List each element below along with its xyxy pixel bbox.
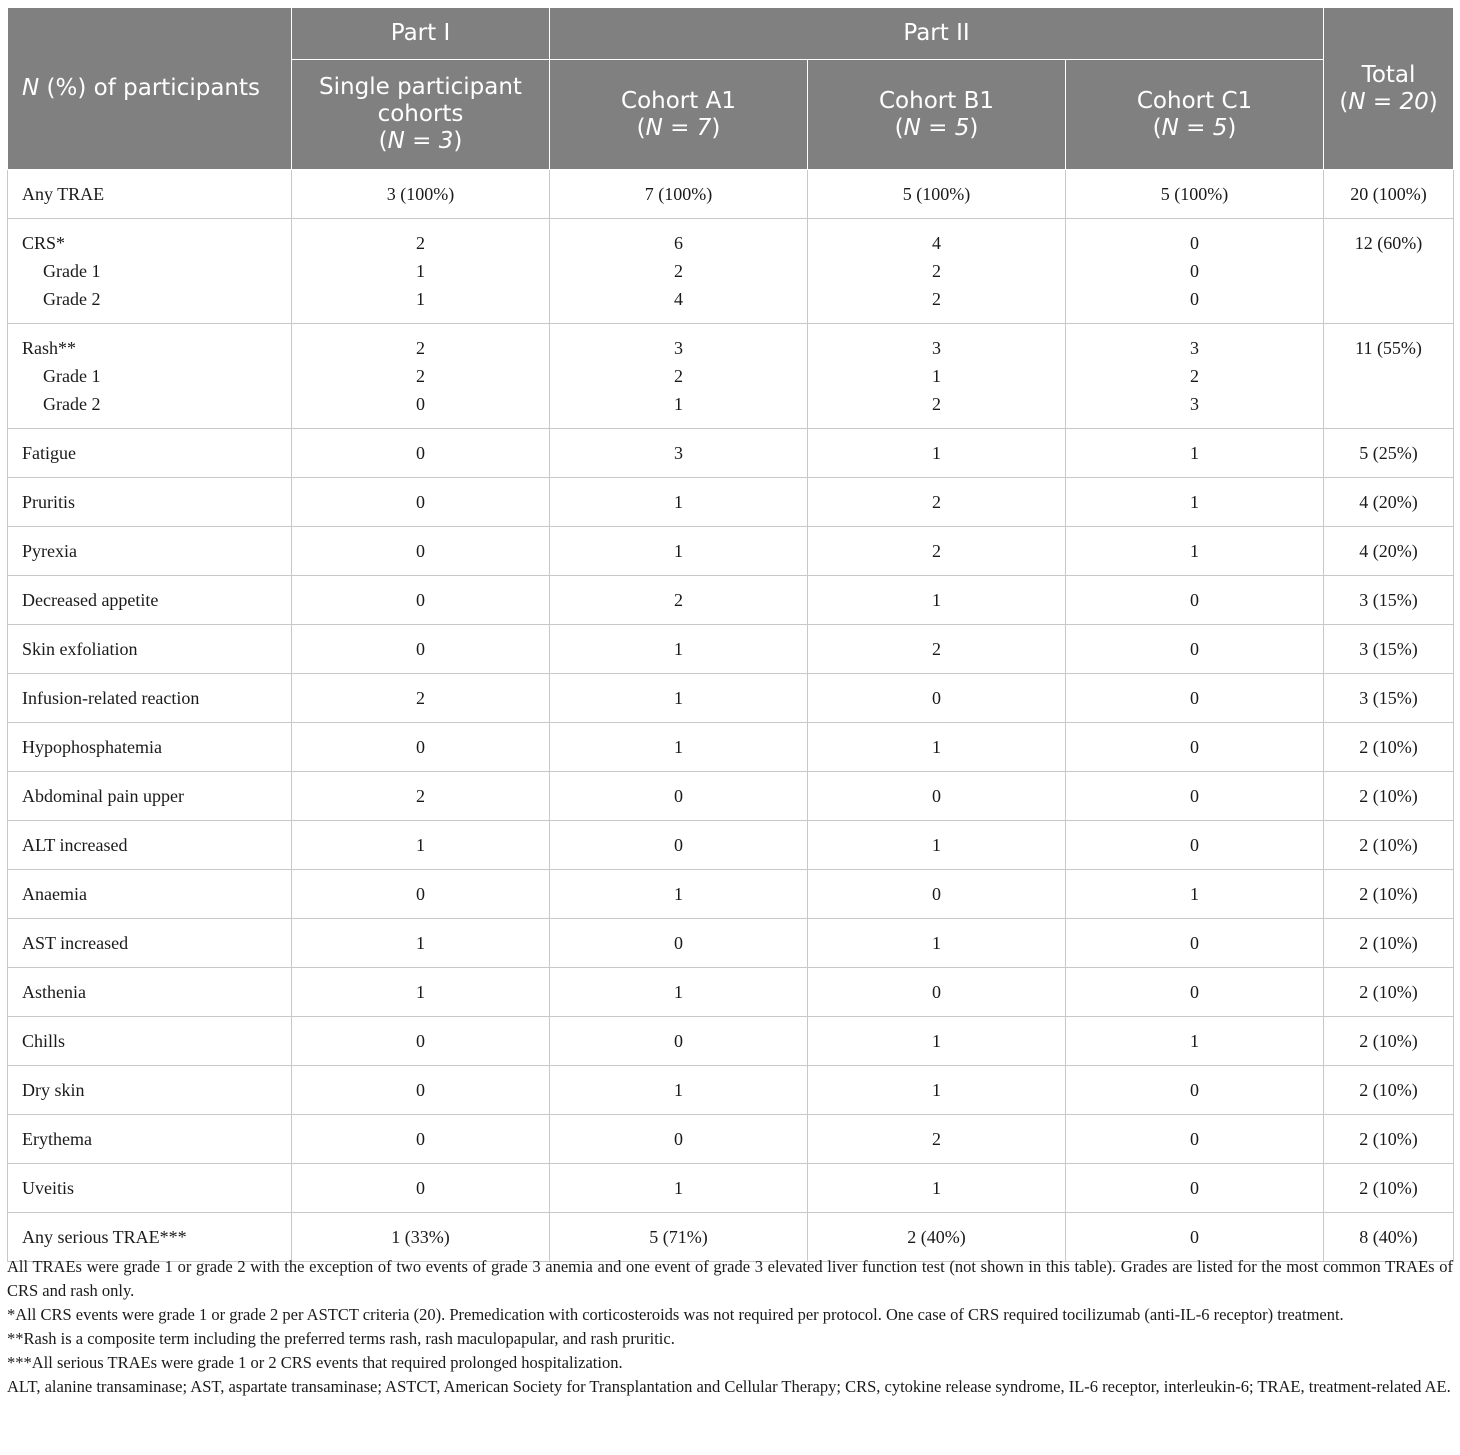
table-row xyxy=(8,1115,1454,1164)
cell-b1: 0 xyxy=(808,674,1066,723)
cell-b1: 1 xyxy=(808,1164,1066,1213)
cell-c1: 5 (100%) xyxy=(1066,170,1324,219)
cell-b1: 2 xyxy=(808,625,1066,674)
cell-c1: 0 xyxy=(1066,1066,1324,1115)
cell-c1: 0 xyxy=(1066,576,1324,625)
cell-single: 3 (100%) xyxy=(292,170,550,219)
cell-single: 1 xyxy=(292,919,550,968)
cell-total: 4 (20%) xyxy=(1324,478,1454,527)
cell-c1: 1 xyxy=(1066,478,1324,527)
header-part-ii: Part II xyxy=(550,8,1324,60)
cell-total: 2 (10%) xyxy=(1324,968,1454,1017)
cell-single: 1 (33%) xyxy=(292,1213,550,1262)
cell-c1: 1 xyxy=(1066,429,1324,478)
cell-b1: 1 xyxy=(808,919,1066,968)
cell-a1: 1 xyxy=(550,527,808,576)
header-cohort-c1: Cohort C1 (N = 5) xyxy=(1066,60,1324,170)
cell-total: 2 (10%) xyxy=(1324,1066,1454,1115)
cell-total: 12 (60%) xyxy=(1324,219,1454,324)
cell-total: 3 (15%) xyxy=(1324,674,1454,723)
table-row xyxy=(8,170,1454,219)
cell-c1: 0 xyxy=(1066,625,1324,674)
cell-a1: 0 xyxy=(550,1017,808,1066)
cell-a1: 1 xyxy=(550,723,808,772)
cell-b1: 1 xyxy=(808,576,1066,625)
cell-c1: 0 xyxy=(1066,821,1324,870)
cell-total: 3 (15%) xyxy=(1324,625,1454,674)
cell-single: 0 xyxy=(292,1066,550,1115)
cell-a1: 0 xyxy=(550,821,808,870)
cell-c1: 0 xyxy=(1066,1164,1324,1213)
row-label: Erythema xyxy=(8,1115,292,1164)
table-row xyxy=(8,576,1454,625)
row-label: Anaemia xyxy=(8,870,292,919)
header-part-i: Part I xyxy=(292,8,550,60)
cell-single: 0 xyxy=(292,625,550,674)
row-label: Any TRAE xyxy=(8,170,292,219)
cell-total: 4 (20%) xyxy=(1324,527,1454,576)
row-label: Any serious TRAE*** xyxy=(8,1213,292,1262)
cell-c1: 0 xyxy=(1066,723,1324,772)
table-row xyxy=(8,1017,1454,1066)
header-single-participant-cohorts: Single participant cohorts (N = 3) xyxy=(292,60,550,170)
table-footnotes xyxy=(7,1255,1453,1399)
cell-a1: 1 xyxy=(550,625,808,674)
header-cohort-a1: Cohort A1 (N = 7) xyxy=(550,60,808,170)
row-label: Chills xyxy=(8,1017,292,1066)
cell-b1: 1 xyxy=(808,723,1066,772)
cell-single: 1 xyxy=(292,968,550,1017)
cell-a1: 1 xyxy=(550,1164,808,1213)
row-label: Decreased appetite xyxy=(8,576,292,625)
table-row xyxy=(8,1066,1454,1115)
cell-a1: 2 xyxy=(550,576,808,625)
cell-b1: 1 xyxy=(808,429,1066,478)
cell-single: 0 xyxy=(292,1115,550,1164)
cell-total: 2 (10%) xyxy=(1324,1164,1454,1213)
cell-c1: 0 xyxy=(1066,674,1324,723)
cell-c1: 0 xyxy=(1066,919,1324,968)
cell-single: 0 xyxy=(292,1164,550,1213)
cell-total: 2 (10%) xyxy=(1324,821,1454,870)
cell-single: 0 xyxy=(292,870,550,919)
cell-a1: 3 xyxy=(550,429,808,478)
cell-total: 5 (25%) xyxy=(1324,429,1454,478)
cell-total: 11 (55%) xyxy=(1324,324,1454,429)
table-row xyxy=(8,1164,1454,1213)
table-row xyxy=(8,674,1454,723)
cell-c1: 1 xyxy=(1066,527,1324,576)
cell-b1: 1 xyxy=(808,1017,1066,1066)
row-label: Infusion-related reaction xyxy=(8,674,292,723)
cell-c1: 0 xyxy=(1066,1213,1324,1262)
cell-c1: 3 2 3 xyxy=(1066,324,1324,429)
cell-a1: 0 xyxy=(550,1115,808,1164)
cell-single: 0 xyxy=(292,429,550,478)
cell-a1: 1 xyxy=(550,968,808,1017)
cell-b1: 0 xyxy=(808,870,1066,919)
row-label: Fatigue xyxy=(8,429,292,478)
footnote-abbreviations: ALT, alanine transaminase; AST, aspartate transaminase; ASTCT, American Society for Transplantation and Cellular Therapy; CRS, cytokine release syndrome, IL-6 receptor, interleukin-6; TRAE, treatment-related AE. xyxy=(7,1377,1451,1396)
table-row xyxy=(8,723,1454,772)
cell-a1: 5 (71%) xyxy=(550,1213,808,1262)
cell-c1: 0 xyxy=(1066,968,1324,1017)
cell-total: 2 (10%) xyxy=(1324,723,1454,772)
table-row xyxy=(8,821,1454,870)
table-row-group xyxy=(8,219,1454,324)
cell-total: 3 (15%) xyxy=(1324,576,1454,625)
cell-a1: 7 (100%) xyxy=(550,170,808,219)
cell-single: 2 xyxy=(292,772,550,821)
cell-single: 2 2 0 xyxy=(292,324,550,429)
row-label: CRS* Grade 1 Grade 2 xyxy=(8,219,292,324)
cell-total: 2 (10%) xyxy=(1324,772,1454,821)
cell-b1: 0 xyxy=(808,968,1066,1017)
table-row xyxy=(8,625,1454,674)
header-total: Total (N = 20) xyxy=(1324,8,1454,170)
cell-single: 2 xyxy=(292,674,550,723)
footnote-serious: ***All serious TRAEs were grade 1 or 2 CRS events that required prolonged hospitalization. xyxy=(7,1353,623,1372)
header-cohort-b1: Cohort B1 (N = 5) xyxy=(808,60,1066,170)
cell-b1: 1 xyxy=(808,1066,1066,1115)
row-label: Uveitis xyxy=(8,1164,292,1213)
table-row xyxy=(8,870,1454,919)
cell-single: 0 xyxy=(292,723,550,772)
cell-c1: 1 xyxy=(1066,870,1324,919)
cell-total: 8 (40%) xyxy=(1324,1213,1454,1262)
cell-b1: 5 (100%) xyxy=(808,170,1066,219)
cell-total: 2 (10%) xyxy=(1324,1115,1454,1164)
cell-total: 2 (10%) xyxy=(1324,870,1454,919)
cell-single: 2 1 1 xyxy=(292,219,550,324)
row-label: Dry skin xyxy=(8,1066,292,1115)
row-label: Pruritis xyxy=(8,478,292,527)
cell-a1: 1 xyxy=(550,478,808,527)
cell-single: 0 xyxy=(292,1017,550,1066)
cell-b1: 2 xyxy=(808,478,1066,527)
cell-c1: 0 xyxy=(1066,772,1324,821)
table-row xyxy=(8,527,1454,576)
row-label: Rash** Grade 1 Grade 2 xyxy=(8,324,292,429)
table-row xyxy=(8,429,1454,478)
table-header xyxy=(8,8,1454,170)
cell-a1: 1 xyxy=(550,674,808,723)
cell-a1: 1 xyxy=(550,870,808,919)
header-participants: N (%) of participants xyxy=(8,8,292,170)
cell-b1: 2 xyxy=(808,1115,1066,1164)
table-row xyxy=(8,478,1454,527)
cell-b1: 4 2 2 xyxy=(808,219,1066,324)
row-label: Abdominal pain upper xyxy=(8,772,292,821)
cell-a1: 0 xyxy=(550,772,808,821)
cell-c1: 0 0 0 xyxy=(1066,219,1324,324)
row-label: ALT increased xyxy=(8,821,292,870)
cell-c1: 1 xyxy=(1066,1017,1324,1066)
footnote-general: All TRAEs were grade 1 or grade 2 with the exception of two events of grade 3 anemia and one event of grade 3 elevated liver function test (not shown in this table). Grades are listed for the most common TRAEs of CRS and rash only. xyxy=(7,1257,1453,1300)
table-row xyxy=(8,968,1454,1017)
adverse-events-table xyxy=(7,7,1454,1262)
footnote-crs: *All CRS events were grade 1 or grade 2 per ASTCT criteria (20). Premedication with corticosteroids was not required per protocol. One case of CRS required tocilizumab (anti-IL-6 receptor) treatment. xyxy=(7,1305,1344,1324)
cell-single: 1 xyxy=(292,821,550,870)
cell-a1: 3 2 1 xyxy=(550,324,808,429)
cell-single: 0 xyxy=(292,576,550,625)
cell-a1: 6 2 4 xyxy=(550,219,808,324)
cell-a1: 0 xyxy=(550,919,808,968)
cell-total: 2 (10%) xyxy=(1324,1017,1454,1066)
cell-b1: 2 xyxy=(808,527,1066,576)
row-label: Skin exfoliation xyxy=(8,625,292,674)
table-body xyxy=(8,170,1454,1262)
cell-c1: 0 xyxy=(1066,1115,1324,1164)
row-label: Pyrexia xyxy=(8,527,292,576)
cell-total: 20 (100%) xyxy=(1324,170,1454,219)
row-label: AST increased xyxy=(8,919,292,968)
table-row-group xyxy=(8,324,1454,429)
cell-b1: 3 1 2 xyxy=(808,324,1066,429)
cell-single: 0 xyxy=(292,478,550,527)
footnote-rash: **Rash is a composite term including the preferred terms rash, rash maculopapular, and rash pruritic. xyxy=(7,1329,675,1348)
cell-b1: 1 xyxy=(808,821,1066,870)
cell-total: 2 (10%) xyxy=(1324,919,1454,968)
cell-b1: 0 xyxy=(808,772,1066,821)
table-row xyxy=(8,919,1454,968)
table-row xyxy=(8,772,1454,821)
row-label: Asthenia xyxy=(8,968,292,1017)
cell-b1: 2 (40%) xyxy=(808,1213,1066,1262)
cell-a1: 1 xyxy=(550,1066,808,1115)
row-label: Hypophosphatemia xyxy=(8,723,292,772)
cell-single: 0 xyxy=(292,527,550,576)
